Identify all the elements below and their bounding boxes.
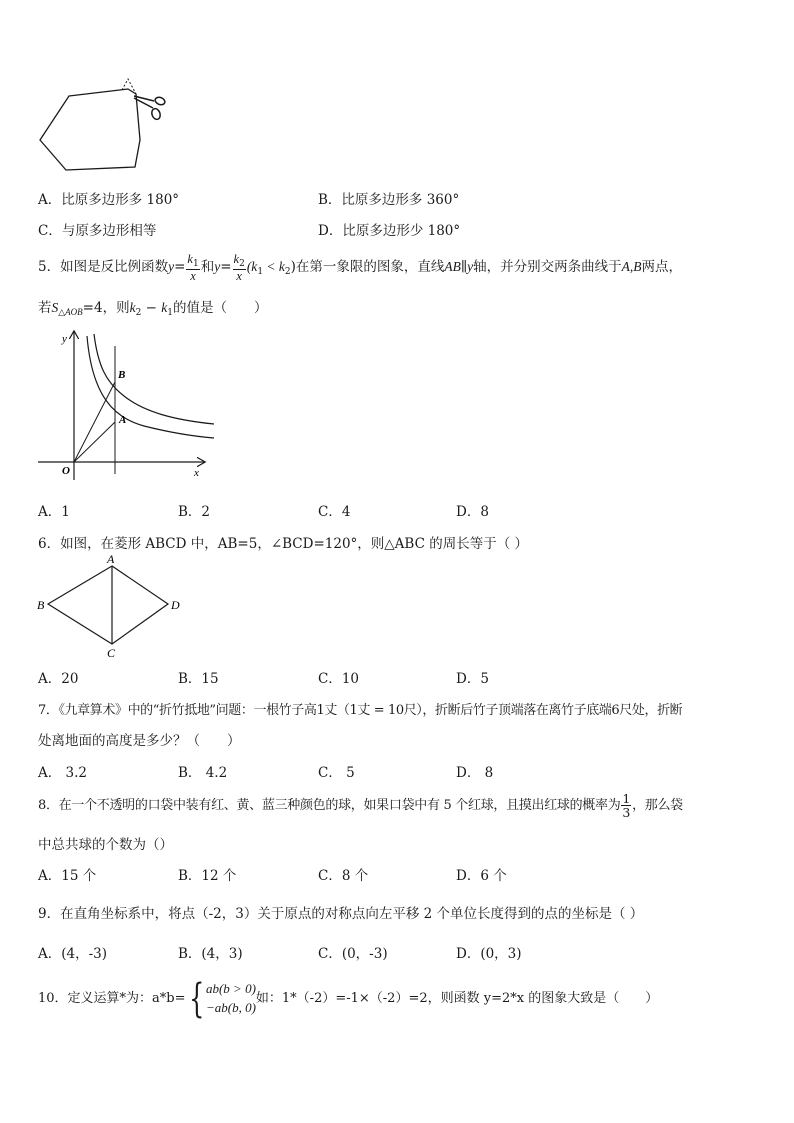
q8-option-c: C．8 个 (318, 868, 369, 884)
q7-option-a: A． 3.2 (38, 765, 88, 781)
q6-option-a: A．20 (38, 671, 79, 687)
label-a: A (119, 414, 127, 426)
q6-option-b: B．15 (178, 671, 219, 687)
q9-option-b: B．(4，3) (178, 946, 243, 962)
q6-question: 6．如图，在菱形 ABCD 中，AB=5，∠BCD=120°，则△ABC 的周长等于（ ） (38, 536, 528, 552)
q10-question: 10．定义运算*为：a*b={ ab(b > 0) −ab(b, 0) 如：1*（-2）=-1×（-2）=2，则函数 y=2*x 的图象大致是（ ） (38, 975, 659, 1022)
q9-option-a: A．(4，-3) (38, 946, 108, 962)
label-o: O (62, 465, 70, 477)
q5-option-b: B．2 (178, 504, 211, 520)
label-y: y (62, 333, 67, 345)
heptagon-shape (40, 89, 140, 170)
segment-oa (74, 422, 115, 462)
rhombus-abcd (48, 566, 168, 644)
q4-option-b: B．比原多边形多 360° (318, 192, 460, 208)
q5-option-a: A．1 (38, 504, 70, 520)
label-a: A (107, 552, 115, 566)
q8-line-1: 8．在一个不透明的口袋中装有红、黄、蓝三种颜色的球，如果口袋中有 5 个红球，且摸出红球的概率为 $\frac{1}{3}$ ，那么袋 (38, 790, 683, 820)
heptagon-scissors-figure (36, 74, 176, 178)
q8-option-a: A．15 个 (38, 868, 97, 884)
q9-option-c: C．(0，-3) (318, 946, 388, 962)
cut-dashed-line (122, 79, 136, 94)
q4-option-a: A．比原多边形多 180° (38, 192, 180, 208)
label-x: x (194, 467, 199, 479)
q5-line-1: 5．如图是反比例函数y= $\frac{k_1}{x}$ 和y= $\frac{k_2}{x}$ $(k_1 < k_2)$在第一象限的图象，直线AB∥y轴，并分别交两条曲线于A,B两点， (38, 251, 683, 284)
label-b: B (37, 598, 45, 612)
q4-option-c: C．与原多边形相等 (38, 223, 157, 239)
q8-option-d: D．6 个 (456, 868, 507, 884)
q5-line-2: 若$S_{\triangle AOB}=4$，则$k_2 - k_1$的值是（ ） (38, 300, 268, 318)
q9-option-d: D．(0，3) (456, 946, 522, 962)
segment-ob (74, 382, 115, 462)
q7-option-d: D． 8 (456, 765, 494, 781)
curve-k2 (94, 334, 214, 424)
label-b: B (118, 369, 126, 381)
q5-hyperbola-graph (34, 326, 214, 482)
curve-k1 (87, 336, 214, 438)
label-c: C (107, 646, 116, 660)
scissors-icon (134, 96, 166, 121)
q9-question: 9．在直角坐标系中，将点（-2，3）关于原点的对称点向左平移 2 个单位长度得到的点的坐标是（ ） (38, 906, 644, 922)
label-d: D (171, 598, 180, 612)
q8-option-b: B．12 个 (178, 868, 237, 884)
q6-rhombus-figure (34, 552, 194, 660)
q4-option-d: D．比原多边形少 180° (318, 223, 461, 239)
q7-line-2: 处离地面的高度是多少？（ ） (38, 733, 241, 749)
q8-line-2: 中总共球的个数为（） (38, 837, 173, 853)
q7-option-c: C． 5 (318, 765, 355, 781)
q7-line-1: 7．《九章算术》中的“折竹抵地”问题：一根竹子高1丈（1丈 = 10尺），折断后竹子顶端落在离竹子底端6尺处，折断 (38, 703, 683, 718)
q6-option-c: C．10 (318, 671, 360, 687)
q7-option-b: B． 4.2 (178, 765, 228, 781)
q5-option-c: C．4 (318, 504, 351, 520)
q5-option-d: D．8 (456, 504, 489, 520)
q6-option-d: D．5 (456, 671, 489, 687)
